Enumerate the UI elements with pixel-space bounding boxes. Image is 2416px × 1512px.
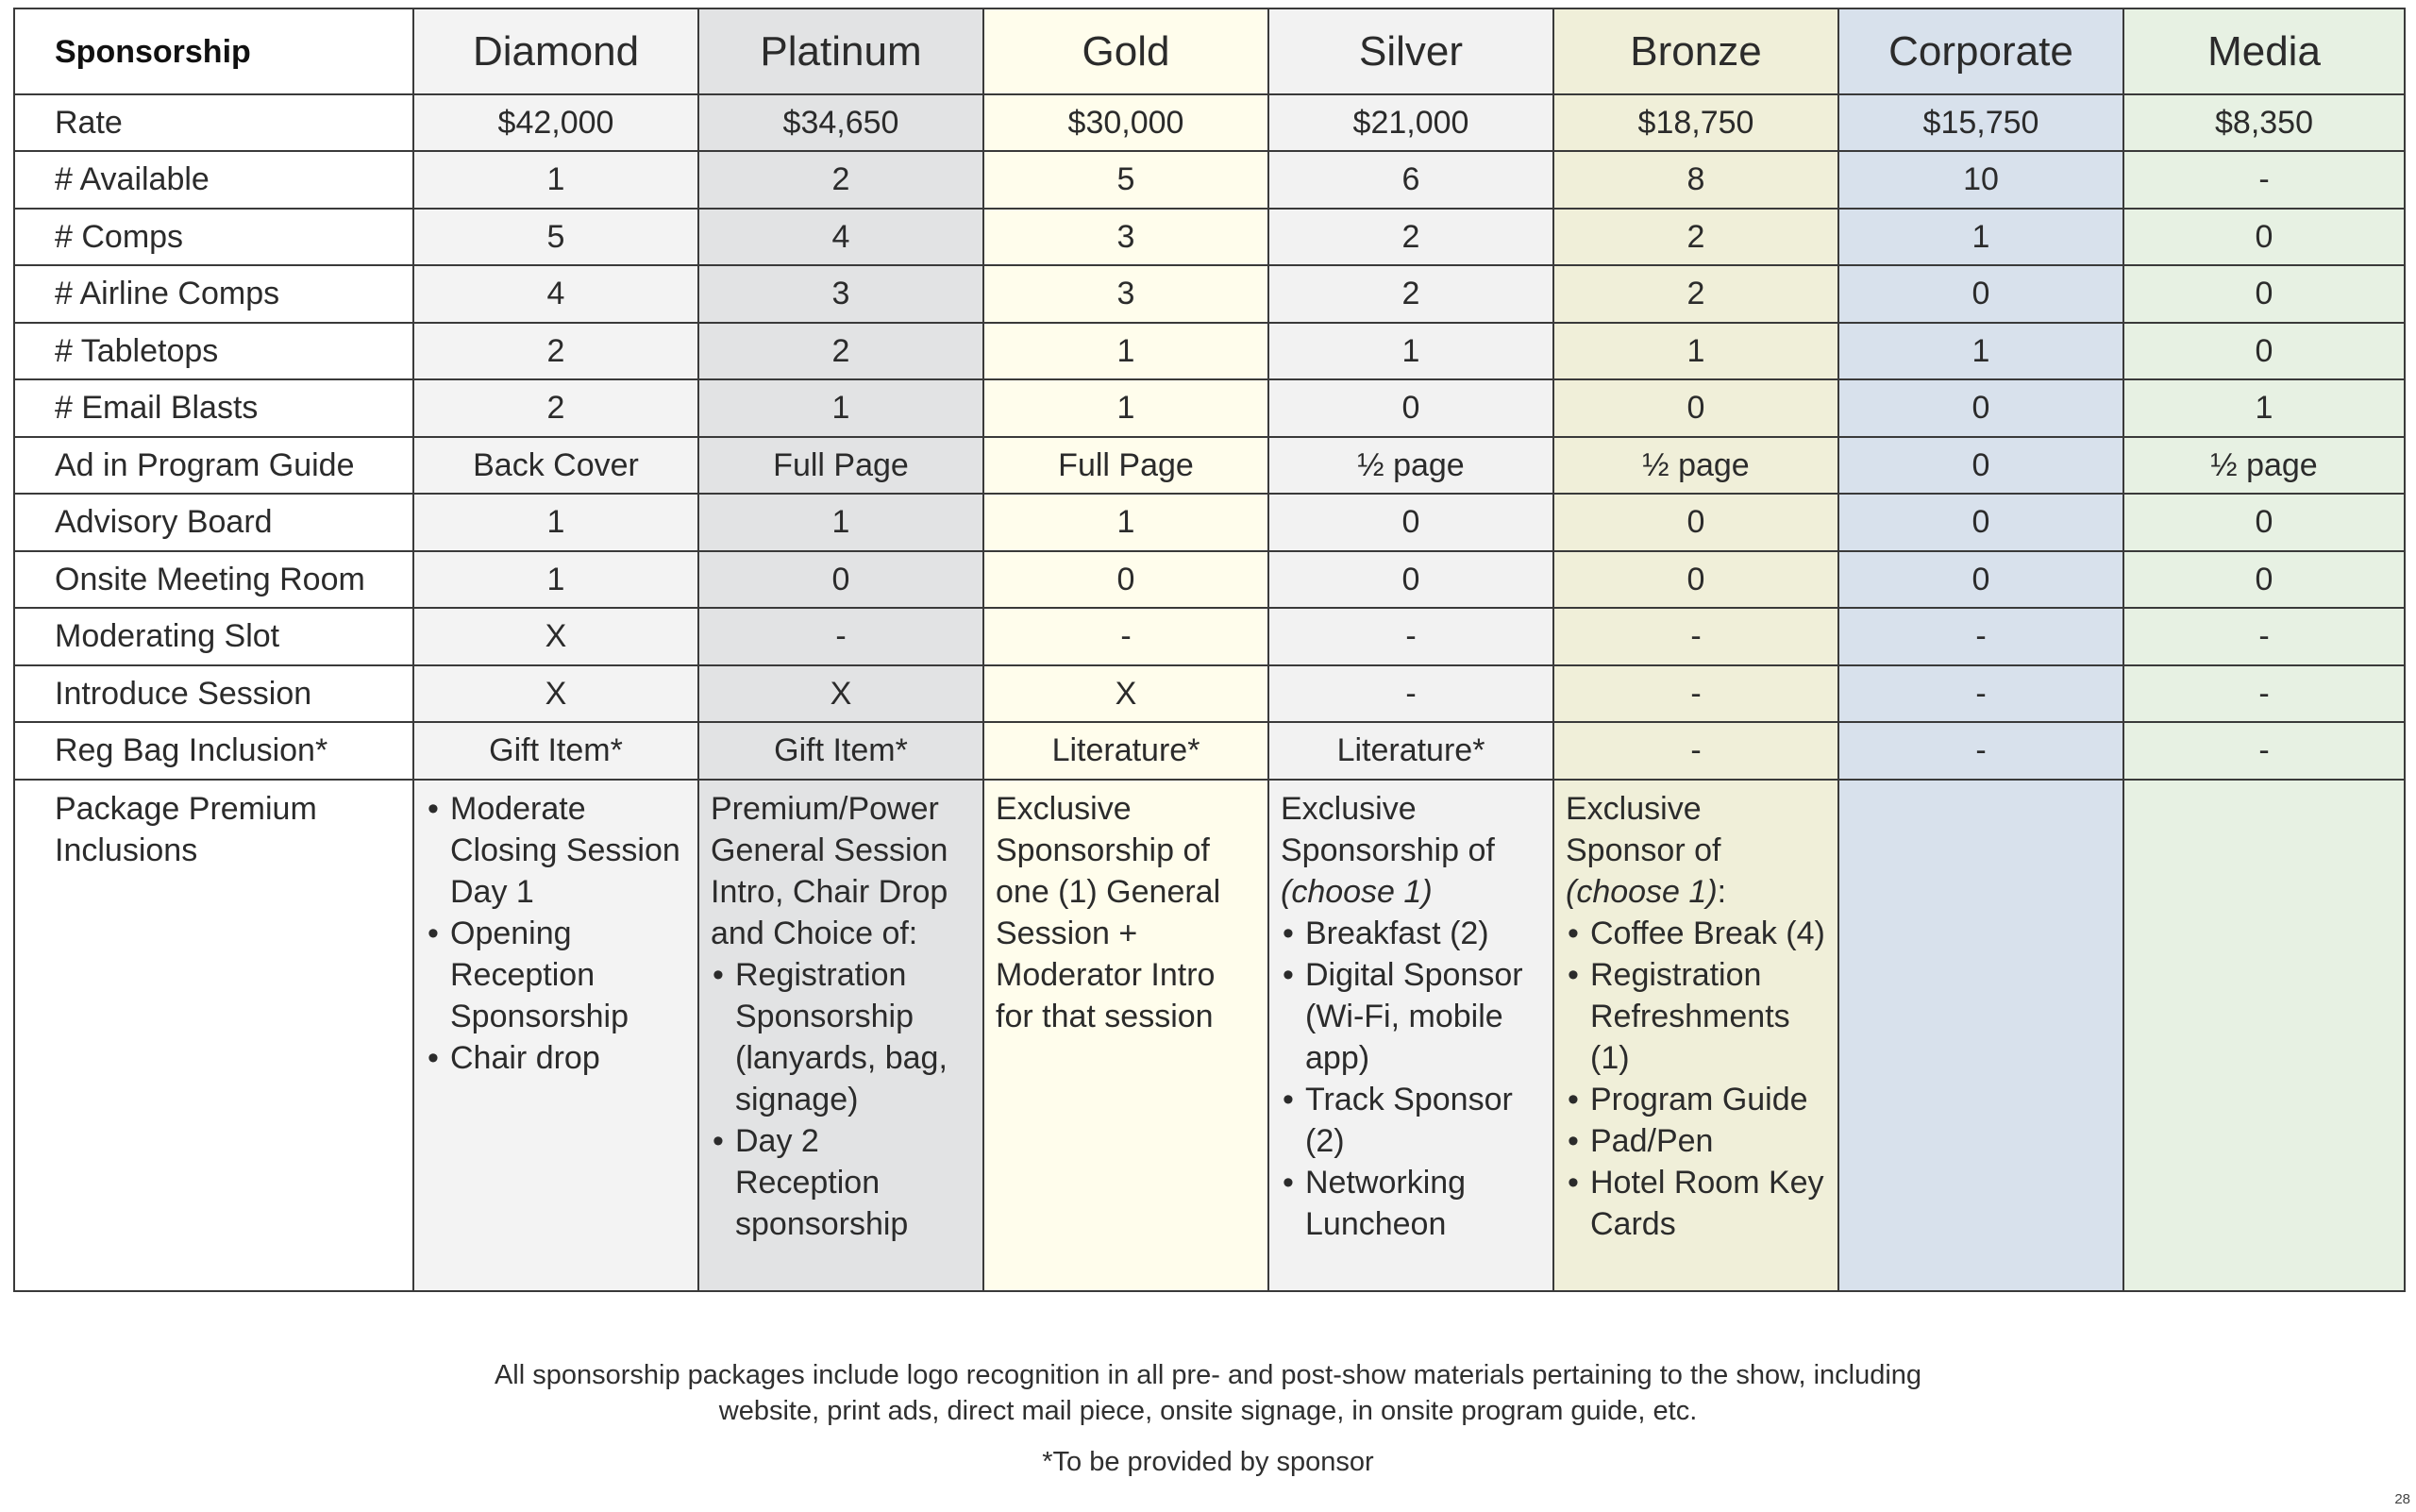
premium-cell-media	[2123, 780, 2405, 1291]
tier-header-diamond: Diamond	[413, 8, 698, 94]
cell-diamond: X	[413, 608, 698, 665]
premium-item: • Hotel Room Key Cards	[1566, 1162, 1826, 1245]
cell-gold: 3	[983, 209, 1268, 266]
cell-platinum: Full Page	[698, 437, 983, 495]
cell-platinum: 0	[698, 551, 983, 609]
cell-corporate: 0	[1838, 379, 2123, 437]
table-row	[14, 665, 2405, 723]
tier-header-bronze: Bronze	[1553, 8, 1838, 94]
table-row	[14, 265, 2405, 323]
premium-intro-line	[1566, 788, 1826, 871]
cell-bronze: 0	[1553, 551, 1838, 609]
cell-corporate: 0	[1838, 494, 2123, 551]
premium-item: • Registration Refreshments (1)	[1566, 954, 1826, 1079]
footer-line-1: All sponsorship packages include logo recognition in all pre- and post-show materials pertaining to the show, including	[494, 1360, 1922, 1390]
table-row	[14, 494, 2405, 551]
cell-bronze: 1	[1553, 323, 1838, 380]
row-label: # Comps	[14, 209, 413, 266]
header-row	[14, 8, 2405, 94]
cell-silver: 0	[1268, 551, 1553, 609]
cell-gold: X	[983, 665, 1268, 723]
cell-corporate: -	[1838, 665, 2123, 723]
page-number: 28	[2394, 1491, 2410, 1507]
cell-media: -	[2123, 722, 2405, 780]
cell-diamond: 2	[413, 323, 698, 380]
cell-gold: 0	[983, 551, 1268, 609]
cell-gold: $30,000	[983, 94, 1268, 151]
cell-platinum: -	[698, 608, 983, 665]
table-row	[14, 551, 2405, 609]
footer-asterisk-note: *To be provided by sponsor	[1042, 1447, 1374, 1477]
cell-media: 0	[2123, 209, 2405, 266]
premium-item: • Digital Sponsor (Wi-Fi, mobile app)	[1281, 954, 1541, 1079]
cell-silver: Literature*	[1268, 722, 1553, 780]
cell-gold: -	[983, 608, 1268, 665]
cell-media: 0	[2123, 265, 2405, 323]
cell-corporate: 0	[1838, 551, 2123, 609]
cell-diamond: Back Cover	[413, 437, 698, 495]
cell-diamond: Gift Item*	[413, 722, 698, 780]
premium-row	[14, 780, 2405, 1291]
cell-corporate: 0	[1838, 437, 2123, 495]
cell-diamond: 1	[413, 494, 698, 551]
premium-item: • Coffee Break (4)	[1566, 913, 1826, 954]
premium-cell-platinum	[698, 780, 983, 1291]
cell-platinum: X	[698, 665, 983, 723]
footer-note	[0, 1357, 2416, 1480]
cell-media: 0	[2123, 551, 2405, 609]
row-label: # Tabletops	[14, 323, 413, 380]
cell-bronze: -	[1553, 608, 1838, 665]
row-label: # Available	[14, 151, 413, 209]
cell-corporate: 10	[1838, 151, 2123, 209]
cell-diamond: 1	[413, 151, 698, 209]
row-label: Moderating Slot	[14, 608, 413, 665]
premium-list-bronze	[1566, 913, 1826, 1245]
cell-silver: 0	[1268, 494, 1553, 551]
premium-list-diamond	[426, 788, 686, 1079]
cell-corporate: 1	[1838, 323, 2123, 380]
premium-item: • Pad/Pen	[1566, 1120, 1826, 1162]
cell-corporate: $15,750	[1838, 94, 2123, 151]
cell-gold: 5	[983, 151, 1268, 209]
table-row	[14, 379, 2405, 437]
cell-gold: 1	[983, 323, 1268, 380]
cell-platinum: 4	[698, 209, 983, 266]
premium-cell-bronze	[1553, 780, 1838, 1291]
premium-item: • Track Sponsor (2)	[1281, 1079, 1541, 1162]
cell-gold: Full Page	[983, 437, 1268, 495]
cell-platinum: 1	[698, 494, 983, 551]
cell-bronze: -	[1553, 722, 1838, 780]
cell-diamond: 1	[413, 551, 698, 609]
cell-bronze: ½ page	[1553, 437, 1838, 495]
cell-silver: -	[1268, 608, 1553, 665]
footer-line-2: website, print ads, direct mail piece, onsite signage, in onsite program guide, etc.	[718, 1396, 1698, 1426]
cell-media: 0	[2123, 494, 2405, 551]
row-label: # Email Blasts	[14, 379, 413, 437]
table-row	[14, 437, 2405, 495]
premium-cell-silver	[1268, 780, 1553, 1291]
cell-gold: 1	[983, 494, 1268, 551]
cell-gold: Literature*	[983, 722, 1268, 780]
cell-media: $8,350	[2123, 94, 2405, 151]
premium-item: • Day 2 Reception sponsorship	[711, 1120, 971, 1245]
premium-intro: Exclusive Sponsorship of one (1) General Session + Moderator Intro for that session	[996, 790, 1221, 1034]
cell-bronze: 0	[1553, 379, 1838, 437]
premium-intro-choose: (choose 1)	[1566, 873, 1718, 910]
row-label: Onsite Meeting Room	[14, 551, 413, 609]
cell-corporate: 0	[1838, 265, 2123, 323]
table-body	[14, 94, 2405, 1291]
premium-list-silver	[1281, 913, 1541, 1245]
cell-diamond: 4	[413, 265, 698, 323]
table-row	[14, 722, 2405, 780]
premium-intro: Exclusive Sponsorship of	[1281, 790, 1495, 868]
table-row	[14, 608, 2405, 665]
tier-header-media: Media	[2123, 8, 2405, 94]
cell-media: -	[2123, 608, 2405, 665]
cell-corporate: 1	[1838, 209, 2123, 266]
cell-corporate: -	[1838, 722, 2123, 780]
cell-silver: 0	[1268, 379, 1553, 437]
row-label: Advisory Board	[14, 494, 413, 551]
table-row	[14, 323, 2405, 380]
premium-cell-diamond	[413, 780, 698, 1291]
cell-platinum: $34,650	[698, 94, 983, 151]
premium-intro: Premium/Power General Session Intro, Chair Drop and Choice of:	[711, 790, 948, 951]
cell-silver: -	[1268, 665, 1553, 723]
cell-silver: 6	[1268, 151, 1553, 209]
tier-header-platinum: Platinum	[698, 8, 983, 94]
cell-platinum: Gift Item*	[698, 722, 983, 780]
cell-bronze: 2	[1553, 265, 1838, 323]
row-label: Ad in Program Guide	[14, 437, 413, 495]
premium-item: • Breakfast (2)	[1281, 913, 1541, 954]
premium-item: • Moderate Closing Session Day 1	[426, 788, 686, 913]
premium-item: • Networking Luncheon	[1281, 1162, 1541, 1245]
cell-diamond: $42,000	[413, 94, 698, 151]
header-label: Sponsorship	[14, 8, 413, 94]
cell-silver: ½ page	[1268, 437, 1553, 495]
cell-media: -	[2123, 665, 2405, 723]
cell-diamond: X	[413, 665, 698, 723]
cell-bronze: -	[1553, 665, 1838, 723]
table-row	[14, 209, 2405, 266]
sponsorship-table	[13, 8, 2406, 1292]
cell-gold: 1	[983, 379, 1268, 437]
cell-platinum: 2	[698, 151, 983, 209]
cell-bronze: 2	[1553, 209, 1838, 266]
cell-bronze: $18,750	[1553, 94, 1838, 151]
cell-gold: 3	[983, 265, 1268, 323]
premium-cell-gold	[983, 780, 1268, 1291]
cell-bronze: 0	[1553, 494, 1838, 551]
tier-header-corporate: Corporate	[1838, 8, 2123, 94]
cell-platinum: 2	[698, 323, 983, 380]
premium-item: • Opening Reception Sponsorship	[426, 913, 686, 1037]
premium-cell-corporate	[1838, 780, 2123, 1291]
cell-diamond: 5	[413, 209, 698, 266]
cell-bronze: 8	[1553, 151, 1838, 209]
premium-item: • Program Guide	[1566, 1079, 1826, 1120]
cell-silver: 2	[1268, 209, 1553, 266]
premium-item: • Chair drop	[426, 1037, 686, 1079]
row-label: Introduce Session	[14, 665, 413, 723]
cell-diamond: 2	[413, 379, 698, 437]
table-row	[14, 151, 2405, 209]
cell-media: 1	[2123, 379, 2405, 437]
cell-corporate: -	[1838, 608, 2123, 665]
tier-header-gold: Gold	[983, 8, 1268, 94]
tier-header-silver: Silver	[1268, 8, 1553, 94]
cell-silver: 1	[1268, 323, 1553, 380]
row-label: # Airline Comps	[14, 265, 413, 323]
premium-label: Package Premium Inclusions	[14, 780, 413, 1291]
premium-intro-suffix: :	[1717, 873, 1727, 910]
table-row	[14, 94, 2405, 151]
premium-intro-line	[1566, 871, 1826, 913]
premium-intro-choose: (choose 1)	[1281, 873, 1433, 910]
cell-media: 0	[2123, 323, 2405, 380]
row-label: Rate	[14, 94, 413, 151]
cell-silver: $21,000	[1268, 94, 1553, 151]
cell-platinum: 1	[698, 379, 983, 437]
premium-intro: Exclusive Sponsor of	[1566, 790, 1721, 868]
cell-media: -	[2123, 151, 2405, 209]
cell-media: ½ page	[2123, 437, 2405, 495]
premium-list-platinum	[711, 954, 971, 1245]
row-label: Reg Bag Inclusion*	[14, 722, 413, 780]
cell-platinum: 3	[698, 265, 983, 323]
premium-item: • Registration Sponsorship (lanyards, bag, signage)	[711, 954, 971, 1120]
cell-silver: 2	[1268, 265, 1553, 323]
